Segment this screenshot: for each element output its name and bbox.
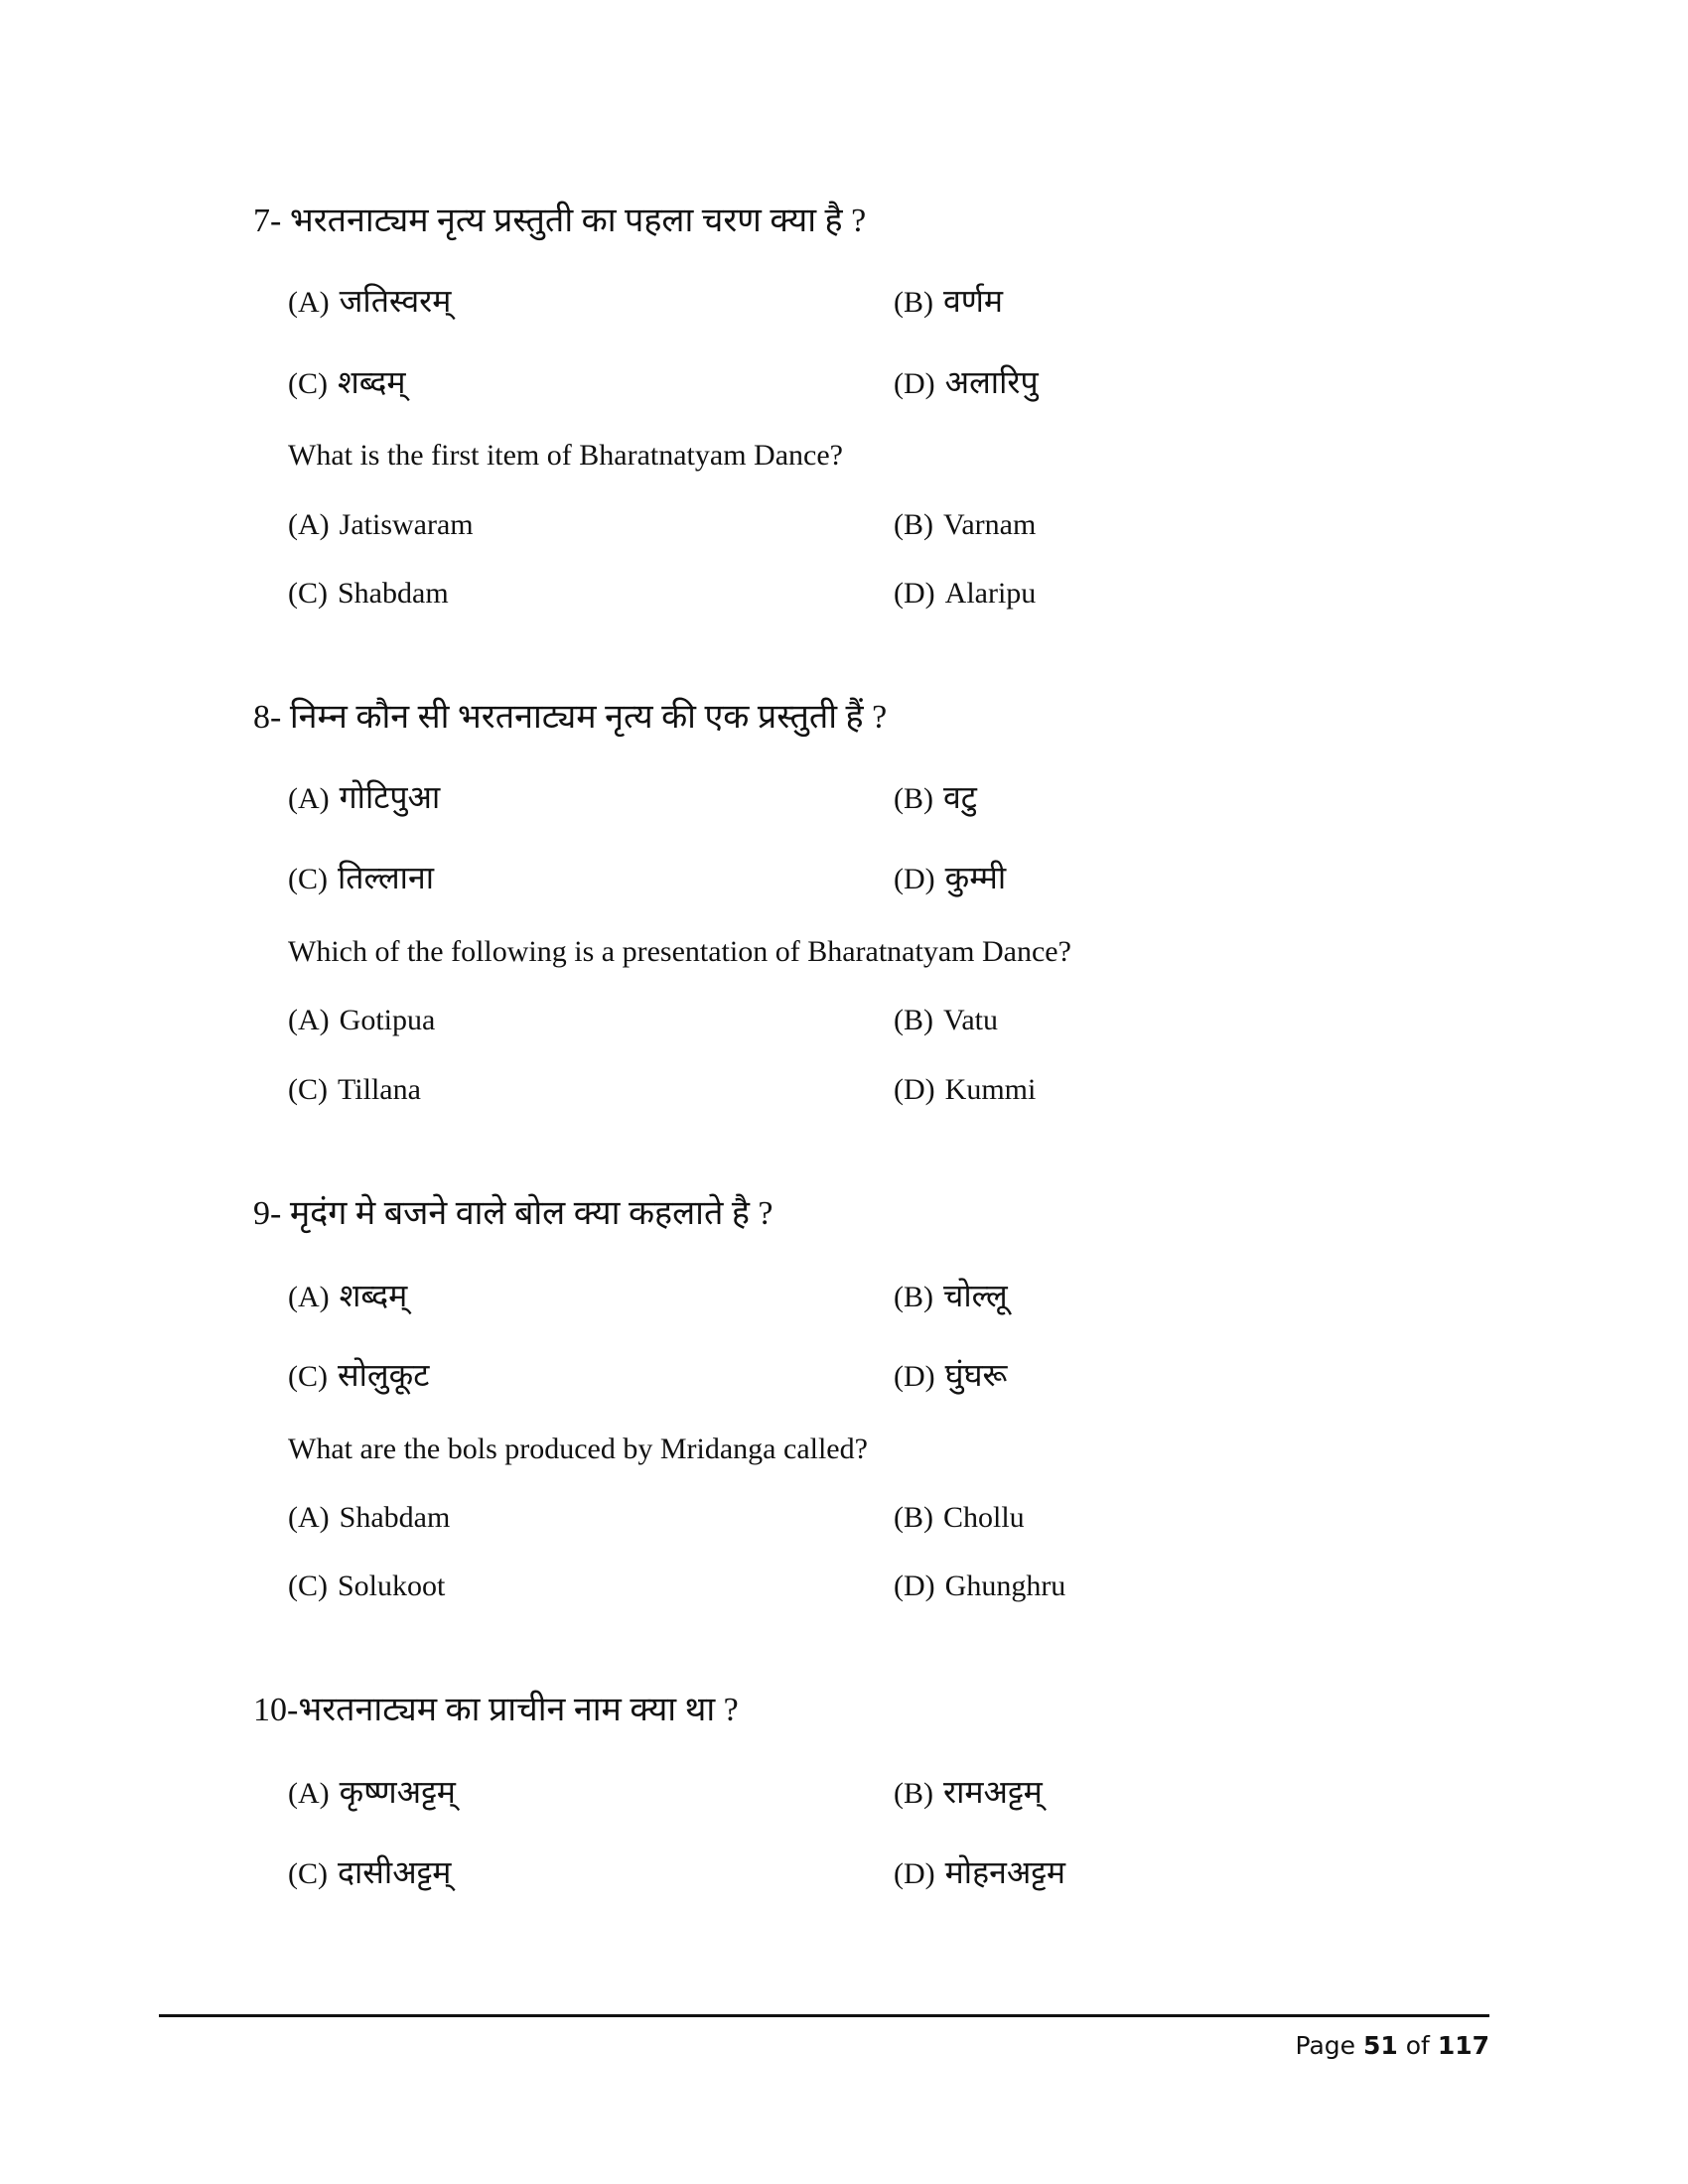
english-question-row bbox=[253, 1430, 1494, 1469]
question-8-hindi-title bbox=[253, 698, 1494, 738]
option-c-english: (C) Shabdam bbox=[288, 577, 449, 610]
footer-divider bbox=[159, 2014, 1489, 2017]
question-number: 9- bbox=[253, 1195, 282, 1232]
hindi-options-row-2 bbox=[253, 1852, 1494, 1892]
english-options-row-2 bbox=[253, 1070, 1494, 1110]
english-question-row bbox=[253, 932, 1494, 972]
hindi-options-row-1 bbox=[253, 1276, 1494, 1315]
page-number: Page 51 of 117 bbox=[1295, 2031, 1489, 2060]
option-a-hindi: (A) जतिस्वरम् bbox=[288, 283, 452, 319]
option-c-english: (C) Solukoot bbox=[288, 1570, 446, 1602]
question-number: 10- bbox=[253, 1692, 299, 1728]
option-b-hindi: (B) चोल्लू bbox=[894, 1278, 1008, 1313]
question-text-hindi: भरतनाट्यम का प्राचीन नाम क्या था ? bbox=[298, 1692, 739, 1728]
english-options-row-2 bbox=[253, 574, 1494, 614]
option-d-hindi: (D) अलारिपु bbox=[894, 364, 1039, 400]
total-pages: 117 bbox=[1437, 2031, 1489, 2060]
option-d-english: (D) Ghunghru bbox=[894, 1570, 1066, 1602]
option-b-english: (B) Vatu bbox=[894, 1004, 998, 1036]
option-b-hindi: (B) रामअट्टम् bbox=[894, 1774, 1043, 1810]
hindi-options-row-2 bbox=[253, 362, 1494, 402]
hindi-options-row-1 bbox=[253, 1772, 1494, 1812]
option-c-hindi: (C) तिल्लाना bbox=[288, 860, 434, 895]
option-d-hindi: (D) कुम्मी bbox=[894, 860, 1007, 895]
option-b-hindi: (B) वटु bbox=[894, 779, 977, 815]
option-b-english: (B) Chollu bbox=[894, 1501, 1025, 1534]
option-a-english: (A) Gotipua bbox=[288, 1004, 436, 1036]
option-b-hindi: (B) वर्णम bbox=[894, 283, 1004, 319]
question-number: 8- bbox=[253, 699, 282, 736]
option-d-hindi: (D) घुंघरू bbox=[894, 1357, 1008, 1393]
option-d-english: (D) Alaripu bbox=[894, 577, 1037, 610]
question-text-english: What are the bols produced by Mridanga called? bbox=[288, 1433, 868, 1465]
question-text-hindi: निम्न कौन सी भरतनाट्यम नृत्य की एक प्रस्तुती हैं ? bbox=[289, 699, 888, 736]
english-options-row-2 bbox=[253, 1567, 1494, 1606]
option-c-hindi: (C) सोलुकूट bbox=[288, 1357, 430, 1393]
question-9-hindi-title bbox=[253, 1194, 1494, 1234]
hindi-options-row-1 bbox=[253, 281, 1494, 321]
option-d-hindi: (D) मोहनअट्टम bbox=[894, 1854, 1066, 1890]
option-c-english: (C) Tillana bbox=[288, 1073, 421, 1106]
current-page: 51 bbox=[1363, 2031, 1398, 2060]
question-7-hindi-title bbox=[253, 202, 1494, 241]
english-options-row-1 bbox=[253, 505, 1494, 545]
hindi-options-row-1 bbox=[253, 777, 1494, 817]
english-question-row bbox=[253, 436, 1494, 476]
option-d-english: (D) Kummi bbox=[894, 1073, 1037, 1106]
question-8 bbox=[253, 698, 1494, 1110]
option-a-english: (A) Jatiswaram bbox=[288, 508, 474, 541]
question-text-english: Which of the following is a presentation of Bharatnatyam Dance? bbox=[288, 935, 1071, 968]
question-text-hindi: मृदंग मे बजने वाले बोल क्या कहलाते है ? bbox=[289, 1195, 774, 1232]
option-c-hindi: (C) शब्दम् bbox=[288, 364, 406, 400]
option-a-hindi: (A) कृष्णअट्टम् bbox=[288, 1774, 456, 1810]
question-9 bbox=[253, 1194, 1494, 1606]
question-text-hindi: भरतनाट्यम नृत्य प्रस्तुती का पहला चरण क्या है ? bbox=[289, 203, 867, 239]
option-b-english: (B) Varnam bbox=[894, 508, 1037, 541]
option-c-hindi: (C) दासीअट्टम् bbox=[288, 1854, 452, 1890]
question-10-hindi-title bbox=[253, 1691, 1494, 1730]
hindi-options-row-2 bbox=[253, 858, 1494, 897]
question-text-english: What is the first item of Bharatnatyam Dance? bbox=[288, 439, 843, 472]
question-7 bbox=[253, 202, 1494, 614]
option-a-hindi: (A) शब्दम् bbox=[288, 1278, 408, 1313]
option-a-hindi: (A) गोटिपुआ bbox=[288, 779, 441, 815]
english-options-row-1 bbox=[253, 1498, 1494, 1538]
hindi-options-row-2 bbox=[253, 1355, 1494, 1395]
option-a-english: (A) Shabdam bbox=[288, 1501, 451, 1534]
english-options-row-1 bbox=[253, 1001, 1494, 1040]
question-10 bbox=[253, 1691, 1494, 1892]
question-number: 7- bbox=[253, 203, 282, 239]
